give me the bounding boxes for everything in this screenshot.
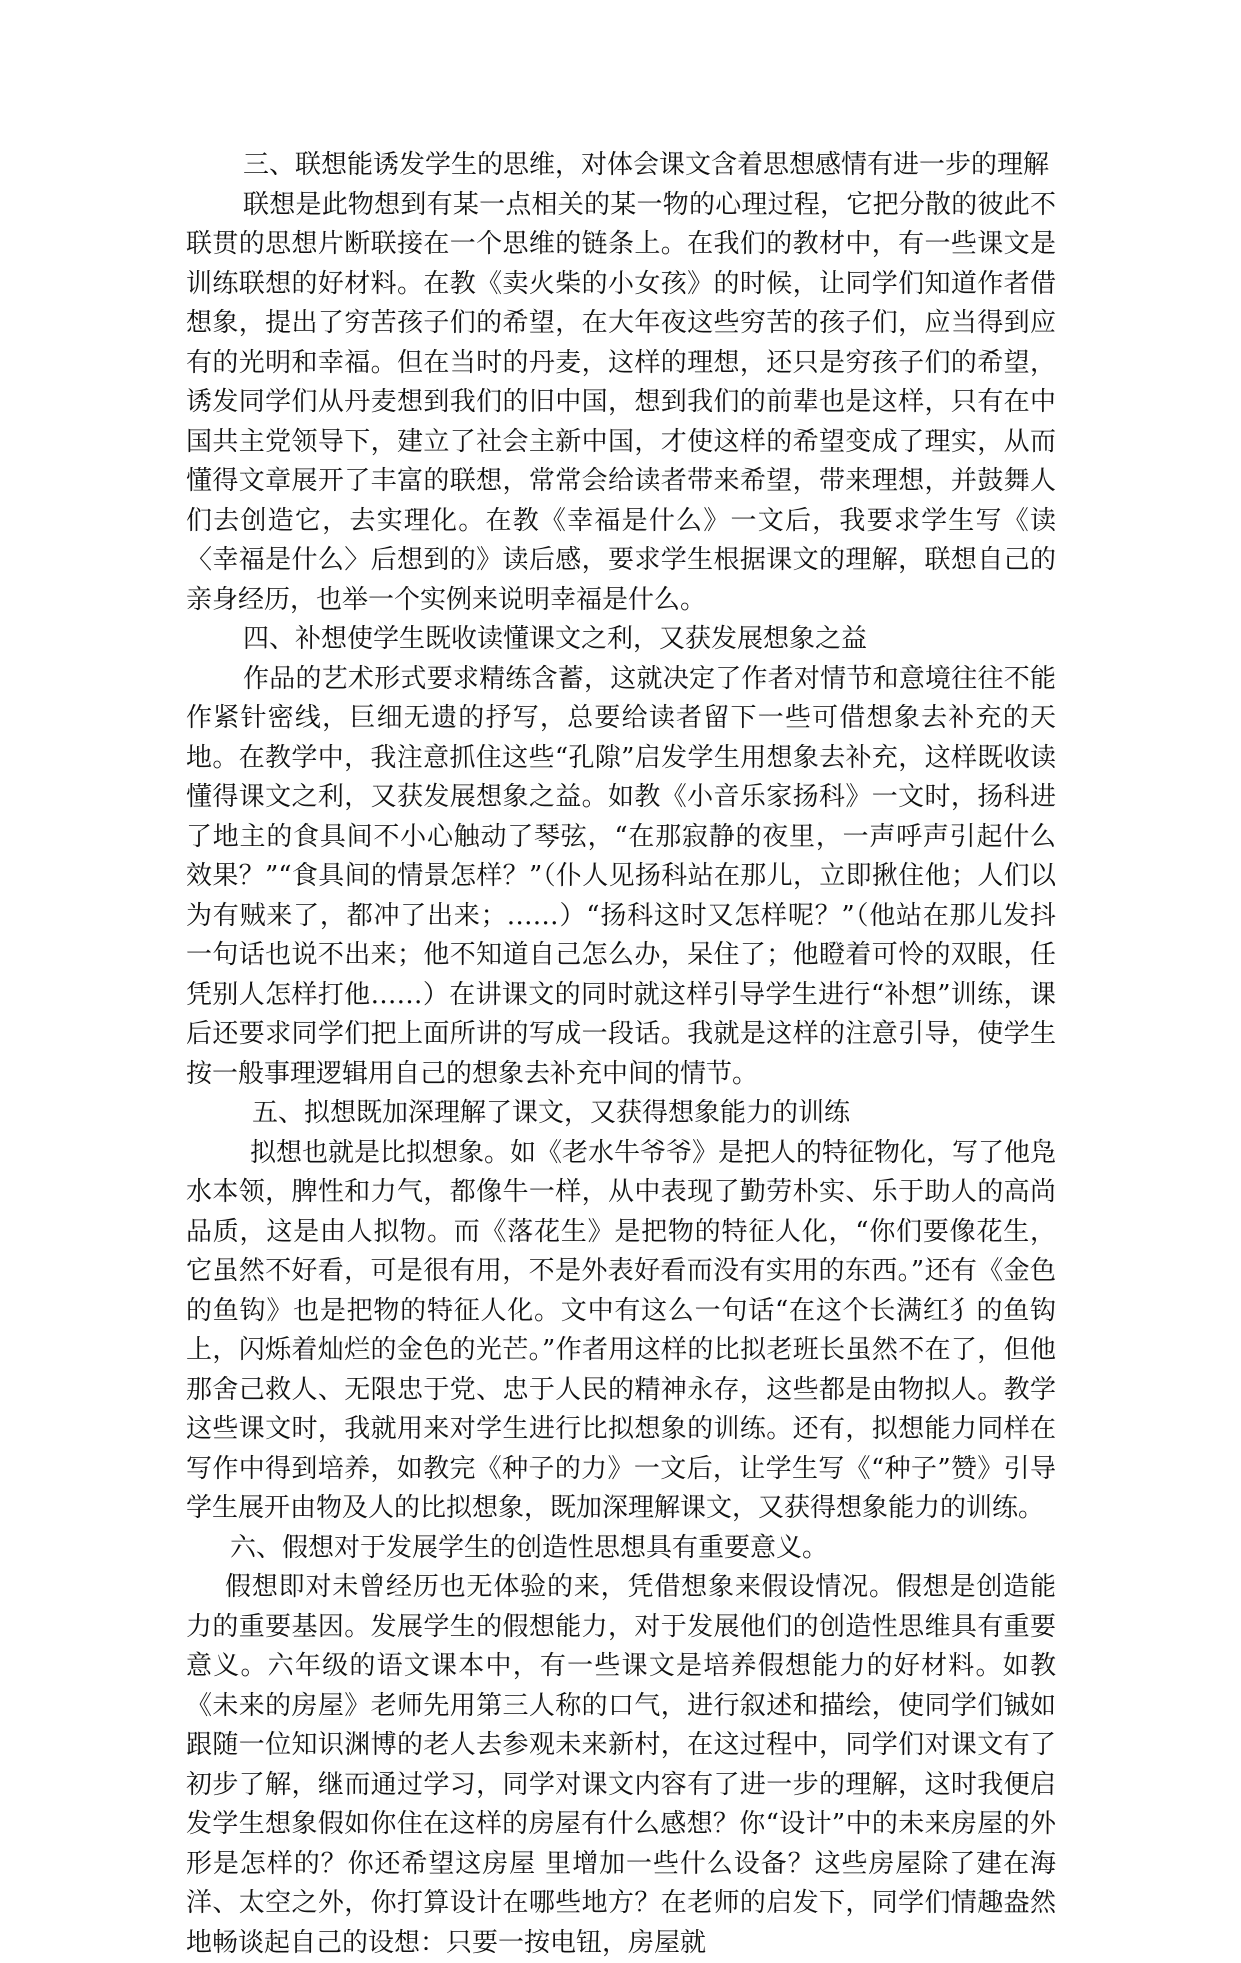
section-paragraph-5: 拟想也就是比拟想象。如《老水牛爷爷》是把人的特征物化，写了他凫水本领，脾性和力气，都像牛一样，从中表现了勤劳朴实、乐于助人的高尚品质，这是由人拟物。而《落花生》是把物的特征人化，“你们要像花生，它虽然不好看，可是很有用，不是外表好看而没有实用的东西。”还有《金色的鱼钩》也是把物的特征人化。文中有这么一句话“在这个长满红犭的鱼钩上，闪烁着灿烂的金色的光芒。”作者用这样的比拟老班长虽然不在了，但他那舍己救人、无限忠于党、忠于人民的精神永存，这些都是由物拟人。教学这些课文时，我就用来对学生进行比拟想象的训练。还有，拟想能力同样在写作中得到培养，如教完《种子的力》一文后，让学生写《“种子”赞》引导学生展开由物及人的比拟想象，既加深理解课文，又获得想象能力的训练。 (186, 1137, 1057, 1523)
section-paragraph-4: 作品的艺术形式要求精练含蓄，这就决定了作者对情节和意境往往不能作紧针密线，巨细无遗的抒写，总要给读者留下一些可借想象去补充的天地。在教学中，我注意抓住这些“孔隙”启发学生用想象去补充，这样既收读懂得课文之利，又获发展想象之益。如教《小音乐家扬科》一文时，扬科进了地主的食具间不小心触动了琴弦，“在那寂静的夜里，一声呼声引起什么效果？”“食具间的情景怎样？”（仆人见扬科站在那儿，立即揪住他；人们以为有贼来了，都冲了出来；……）“扬科这时又怎样呢？”（他站在那儿发抖一句话也说不出来；他不知道自己怎么办，呆住了；他瞪着可怜的双眼，任凭别人怎样打他……）在讲课文的同时就这样引导学生进行“补想”训练，课后还要求同学们把上面所讲的写成一段话。我就是这样的注意引导，使学生按一般事理逻辑用自己的想象去补充中间的情节。 (186, 663, 1056, 1089)
section-heading-4: 四、补想使学生既收读懂课文之利，又获发展想象之益 (243, 624, 868, 654)
section-heading-6: 六、假想对于发展学生的创造性思想具有重要意义。 (230, 1532, 829, 1563)
section-paragraph-3: 联想是此物想到有某一点相关的某一物的心理过程，它把分散的彼此不联贯的思想片断联接在一个思维的链条上。在我们的教材中，有一些课文是训练联想的好材料。在教《卖火柴的小女孩》的时候，让同学们知道作者借想象，提出了穷苦孩子们的希望，在大年夜这些穷苦的孩子们，应当得到应有的光明和幸福。但在当时的丹麦，这样的理想，还只是穷孩子们的希望，诱发同学们从丹麦想到我们的旧中国，想到我们的前辈也是这样，只有在中国共主党领导下，建立了社会主新中国，才使这样的希望变成了理实，从而懂得文章展开了丰富的联想，常常会给读者带来希望，带来理想，并鼓舞人们去创造它，去实理化。在教《幸福是什么》一文后，我要求学生写《读〈幸福是什么〉后想到的》读后感，要求学生根据课文的理解，联想自己的亲身经历，也举一个实例来说明幸福是什么。 (186, 189, 1056, 615)
section-heading-5: 五、拟想既加深理解了课文，又获得想象能力的训练 (252, 1098, 851, 1128)
section-heading-3: 三、联想能诱发学生的思维，对体会课文含着思想感情有进一步的理解 (243, 150, 1050, 180)
document-body (186, 146, 1056, 1963)
section-paragraph-6: 假想即对未曾经历也无体验的来，凭借想象来假设情况。假想是创造能力的重要基因。发展学生的假想能力，对于发展他们的创造性思维具有重要意义。六年级的语文课本中，有一些课文是培养假想能力的好材料。如教《未来的房屋》老师先用第三人称的口气，进行叙述和描绘，使同学们铖如跟随一位知识渊博的老人去参观未来新村，在这过程中，同学们对课文有了初步了解，继而通过学习，同学对课文内容有了进一步的理解，这时我便启发学生想象假如你住在这样的房屋有什么感想？你“设计”中的未来房屋的外形是怎样的？你还希望这房屋 里增加一些什么设备？这些房屋除了建在海洋、太空之外，你打算设计在哪些地方？在老师的启发下，同学们情趣盎然地畅谈起自己的设想：只要一按电钮，房屋就 (186, 1572, 1056, 1958)
